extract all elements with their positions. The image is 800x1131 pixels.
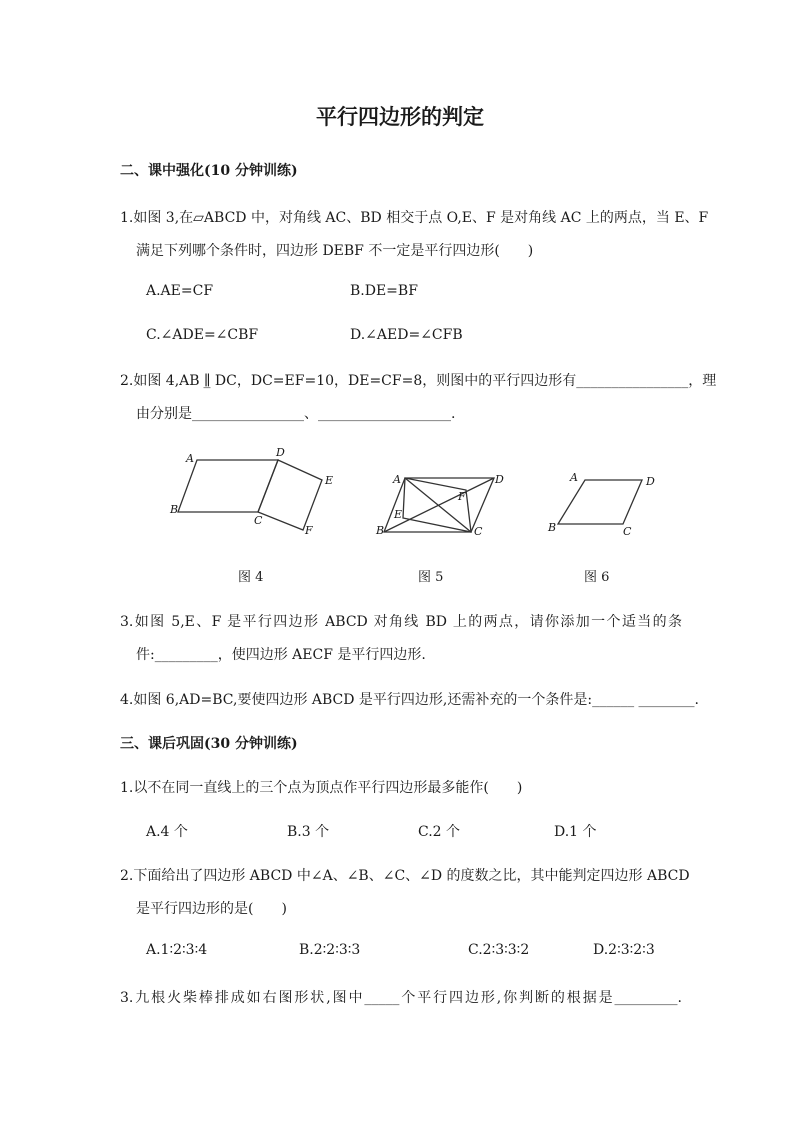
s2-q2-line2: 由分别是________________、___________________. — [136, 406, 456, 422]
fig4-label-a: A — [186, 452, 194, 465]
figure-6 — [547, 471, 655, 538]
s3-q1-option-d: D.1 个 — [554, 824, 597, 840]
s3-q1-line1: 1.以不在同一直线上的三个点为顶点作平行四边形最多能作( ) — [120, 780, 523, 796]
s2-q3-line2: 件:_________，使四边形 AECF 是平行四边形. — [136, 647, 426, 663]
fig4-label-e: E — [325, 474, 334, 487]
page-title: 平行四边形的判定 — [316, 104, 484, 129]
s3-q2-line1: 2.下面给出了四边形 ABCD 中∠A、∠B、∠C、∠D 的度数之比，其中能判定四边形 ABCD — [120, 868, 690, 884]
s2-q1-line2: 满足下列哪个条件时，四边形 DEBF 不一定是平行四边形( ) — [136, 243, 534, 259]
fig6-caption: 图 6 — [584, 570, 610, 585]
figure-5 — [375, 473, 504, 538]
s3-q2-option-a: A.1∶2∶3∶4 — [146, 942, 208, 958]
fig5-diagonal-ac — [405, 478, 471, 532]
fig5-label-c: C — [474, 525, 483, 538]
fig4-label-d: D — [276, 446, 285, 459]
fig6-label-d: D — [646, 475, 655, 488]
section-2-heading: 二、课中强化(10 分钟训练) — [120, 163, 298, 179]
fig5-caption: 图 5 — [418, 570, 444, 585]
fig4-label-b: B — [170, 503, 179, 516]
s2-q1-option-d: D.∠AED=∠CFB — [350, 327, 463, 343]
fig4-label-f: F — [305, 524, 313, 537]
s2-q1-line1: 1.如图 3,在▱ABCD 中，对角线 AC、BD 相交于点 O,E、F 是对角线 AC 上的两点，当 E、F — [120, 210, 709, 226]
fig5-label-f: F — [458, 490, 466, 503]
fig4-parallelogram-abcd — [178, 460, 278, 512]
s2-q1-option-b: B.DE=BF — [350, 283, 418, 299]
fig4-label-c: C — [254, 514, 263, 527]
fig5-label-a: A — [393, 473, 401, 486]
s3-q1-option-c: C.2 个 — [418, 824, 461, 840]
s3-q2-option-d: D.2∶3∶2∶3 — [593, 942, 655, 958]
s3-q3-line1: 3.九根火柴棒排成如右图形状,图中_____个平行四边形,你判断的根据是_________. — [120, 990, 682, 1006]
s3-q1-option-a: A.4 个 — [146, 824, 188, 840]
s2-q2-line1: 2.如图 4,AB ∥̲ DC，DC=EF=10，DE=CF=8，则图中的平行四边形有________________，理 — [120, 373, 717, 389]
fig5-label-b: B — [376, 524, 385, 537]
s3-q2-option-b: B.2∶2∶3∶3 — [299, 942, 361, 958]
fig5-label-d: D — [495, 473, 504, 486]
s2-q3-line1: 3.如图 5,E、F 是平行四边形 ABCD 对角线 BD 上的两点，请你添加一个适当的条 — [120, 614, 682, 630]
section-3-heading: 三、课后巩固(30 分钟训练) — [120, 736, 298, 752]
figure-4 — [169, 446, 333, 537]
fig6-quadrilateral-abcd — [558, 480, 642, 524]
fig6-label-b: B — [548, 521, 557, 534]
fig6-label-c: C — [623, 525, 632, 538]
fig4-parallelogram-dcfe — [258, 460, 322, 530]
fig6-label-a: A — [570, 471, 578, 484]
s2-q1-option-c: C.∠ADE=∠CBF — [146, 327, 259, 343]
s2-q1-option-a: A.AE=CF — [146, 283, 214, 299]
s3-q1-option-b: B.3 个 — [287, 824, 330, 840]
figures-row — [0, 440, 800, 550]
fig4-caption: 图 4 — [238, 570, 264, 585]
s3-q2-option-c: C.2∶3∶3∶2 — [468, 942, 530, 958]
s2-q4-line1: 4.如图 6,AD=BC,要使四边形 ABCD 是平行四边形,还需补充的一个条件是:______ ________. — [120, 692, 700, 708]
s3-q2-line2: 是平行四边形的是( ) — [136, 901, 287, 917]
fig5-label-e: E — [394, 508, 403, 521]
